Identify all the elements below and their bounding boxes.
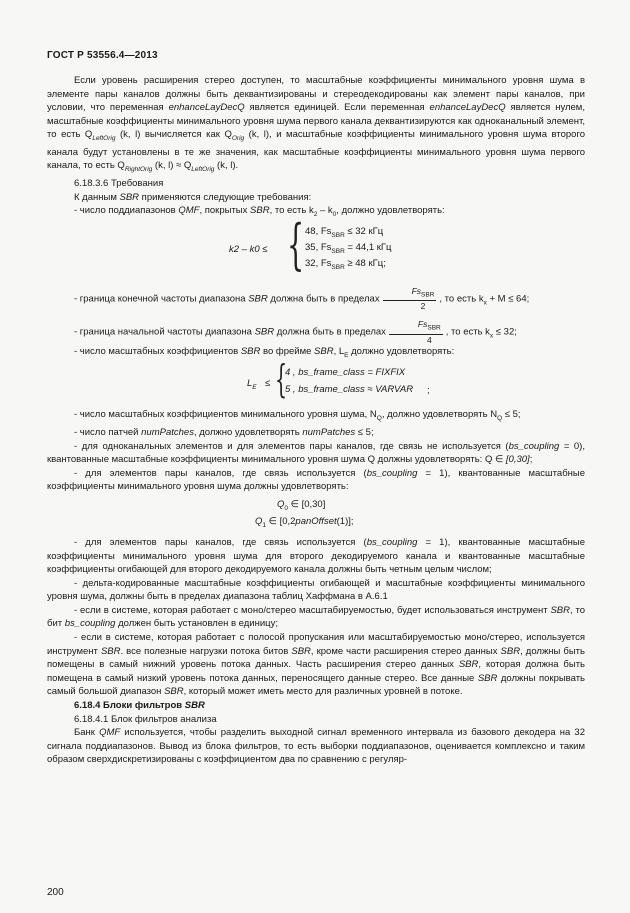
requirement-bandwidth-scalability: - если в системе, которая работает с полосой пропускания или масштабируемостью моно/стерео, используется инструмент SBR. все полезные нагрузки потока битов SBR, кроме части расширения стерео данных SBR, должны быть помещены в самый нижний уровень потока данных. Часть расширения стерео данных SBR, которая должна быть помещена в самый низкий уровень потока данных, переносящего данные стерео. Все данные SBR должны покрывать самый большой диапазон SBR, который может иметь место для различных уровней в потоке.: [47, 632, 585, 698]
formula-le: $L_E$ ≤ { 4 , bs_frame_class = FIXFIX 5 , bs_frame_class ≈ VARVAR ;: [247, 357, 430, 402]
requirement-start-frequency: - граница начальной частоты диапазона SBR должна быть в пределах $\frac{Fs_{SBR}}{4}$ , то есть $k_x \le 32$;: [74, 319, 517, 345]
paragraph-qmf-analysis: Банк QMF используется, чтобы разделить выходной сигнал временного интервала из базового декодера на 32 сигнала поддиапазонов. Вывод из блока фильтров, то есть выборки поддиапазонов, оценивается комплексно и таким образом сверхдискретизированы с коэффициентом два по сравнению с регуляр-: [47, 727, 585, 766]
requirements-intro: К данным SBR применяются следующие требования:: [74, 191, 312, 203]
standard-header: ГОСТ Р 53556.4—2013: [47, 50, 158, 61]
requirement-coupling: - для элементов пары каналов, где связь используется (bs_coupling = 1), квантованные масштабные коэффициенты минимального уровня шума должны удовлетворять:: [47, 467, 585, 493]
fraction-fs-over-4: $\frac{Fs_{SBR}}{4}$: [389, 319, 443, 345]
page-number: 200: [47, 887, 64, 898]
requirement-mono-stereo-scalability: - если в системе, которая работает с моно/стерео масштабируемостью, будет использоваться инструмент SBR, то бит bs_coupling должен быть установлен в единицу;: [47, 604, 586, 630]
requirement-even-integers: - для элементов пары каналов, где связь используется (bs_coupling = 1), квантованные масштабные коэффициенты минимального уровня шума для второго декодируемого канала и квантованные масштабные коэффициенты огибающей для второго декодируемого канала должны быть четным целым числом;: [47, 536, 585, 576]
left-brace: {: [287, 212, 305, 276]
requirement-scale-factors: - число масштабных коэффициентов SBR во фрейме SBR, $L_E$ должно удовлетворять:: [74, 345, 455, 359]
requirement-huffman-range: - дельта-кодированные масштабные коэффициенты огибающей и масштабные коэффициенты минимального уровня шума, должны быть в пределах диапазона таблиц Хаффмана в А.6.1: [47, 577, 585, 603]
formula-k2-k0: k2 – k0 ≤ { 48, $Fs_{SBR} \le 32$ кГц 35, $Fs_{SBR} = 44,1$ кГц 32, $Fs_{SBR} \ge 48$ кГц;: [229, 212, 392, 276]
section-heading-6-18-4: 6.18.4 Блоки фильтров SBR: [74, 700, 205, 712]
left-brace: {: [275, 357, 288, 402]
requirement-no-coupling: - для одноканальных элементов и для элементов пары каналов, где связь не используется (bs_coupling = 0), квантованные масштабные коэффициенты минимального уровня шума Q должны удовлетворять: Q ∈ [0,30];: [47, 440, 585, 466]
fraction-fs-over-2: $\frac{Fs_{SBR}}{2}$: [383, 286, 437, 312]
paragraph-stereo-extension: Если уровень расширения стерео доступен, то масштабные коэффициенты минимального уровня шума в элементе пары каналов должны быть деквантизированы и стереодекодированы как элемент пары каналов, при условии, что переменная enhanceLayDecQ является единицей. Если переменная enhanceLayDecQ является нулем, масштабные коэффициенты минимального уровня шума первого канала деквантизируются как одноканальный элемент, то есть $Q_{LeftOrig}$ (k, l) вычисляется как $Q_{Orig}$ (k, l), и масштабные коэффициенты минимального уровня шума второго канала будут установлены в те же значения, как масштабные коэффициенты минимального уровня шума первого канала, то есть $Q_{RightOrig}$ (k, $l) \approx Q_{LeftOrig}$ (k, l).: [47, 75, 585, 174]
section-heading-6-18-3-6: 6.18.3.6 Требования: [74, 177, 164, 189]
section-heading-6-18-4-1: 6.18.4.1 Блок фильтров анализа: [74, 713, 217, 725]
requirement-patches: - число патчей numPatches, должно удовлетворять numPatches ≤ 5;: [74, 426, 374, 438]
requirement-stop-frequency: - граница конечной частоты диапазона SBR должна быть в пределах $\frac{Fs_{SBR}}{2}$ , то есть $k_x + M \le 64$;: [74, 285, 530, 312]
formula-q-ranges: $Q_0$ ∈ [0,30] $Q_1$ ∈ [0,2panOffset(1)];: [255, 498, 354, 529]
page-body: [47, 74, 585, 767]
requirement-subbands: - число поддиапазонов QMF, покрытых SBR, то есть $k_2 - k_0$, должно удовлетворять:: [74, 205, 445, 219]
requirement-noise-floor-count: - число масштабных коэффициентов минимального уровня шума, $N_Q$, должно удовлетворять $N_Q \le 5$;: [74, 409, 521, 423]
